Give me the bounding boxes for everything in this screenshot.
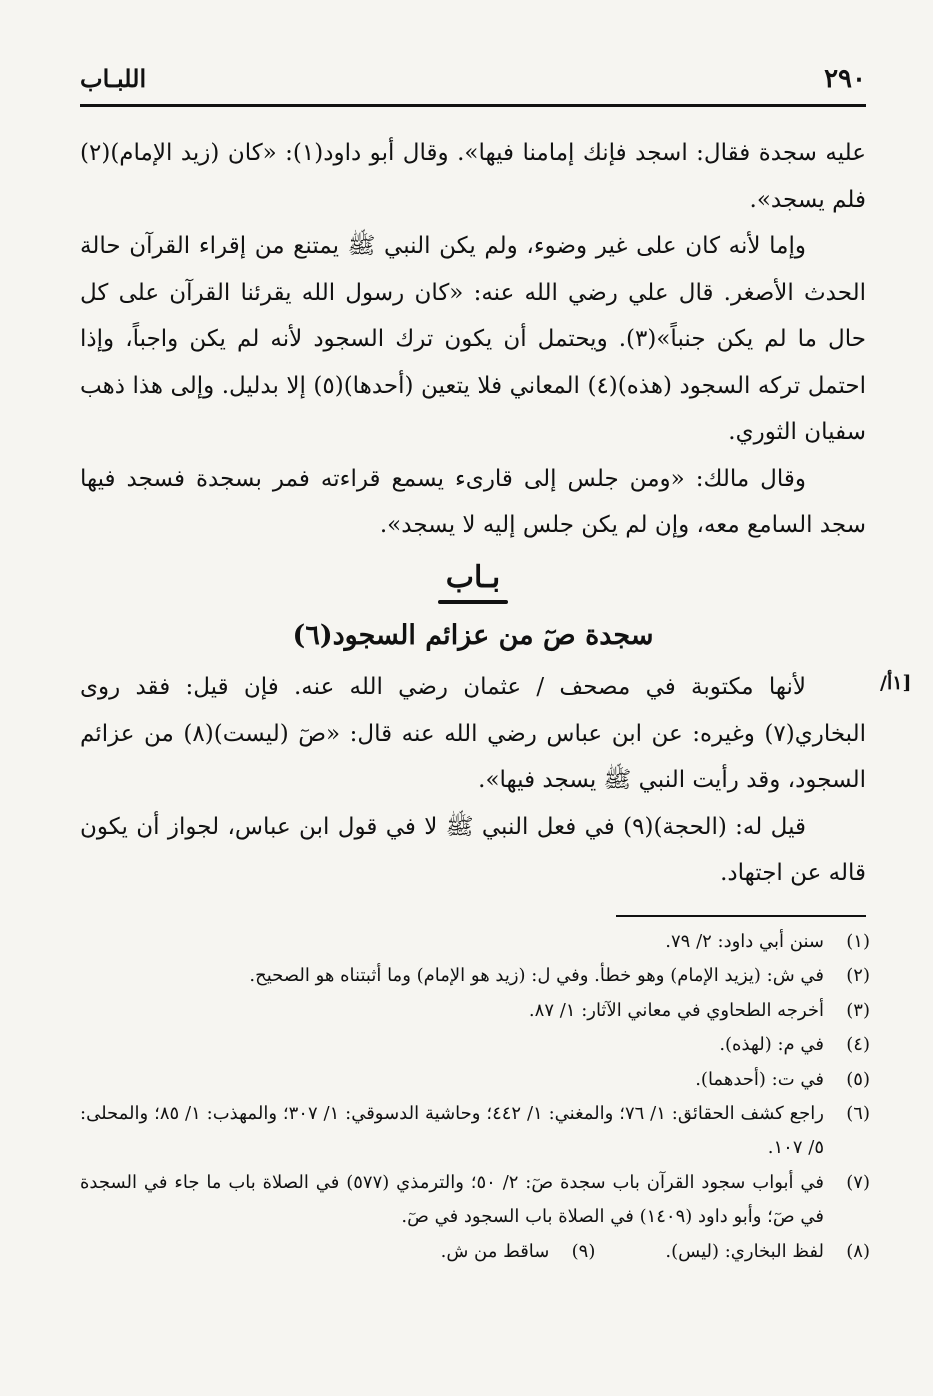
main-text-bottom [80, 664, 866, 897]
footnote-row [80, 1235, 870, 1269]
footnote: (٧) في أبواب سجود القرآن باب سجدة صٓ: ٢/ ٥٠؛ والترمذي (٥٧٧) في الصلاة باب ما جاء في السجدة في صٓ؛ وأبو داود (١٤٠٩) في الصلاة باب السجود في صٓ. [80, 1171, 870, 1228]
paragraph: وقال مالك: «ومن جلس إلى قارىء يسمع قراءته فمر بسجدة فسجد فيها سجد السامع معه، وإن لم يكن جلس إليه لا يسجد». [80, 465, 866, 538]
chapter-heading [80, 558, 866, 668]
footnote-separator [616, 915, 866, 917]
manuscript-folio-marker: /١أ] [880, 672, 912, 694]
header-rule [80, 104, 866, 107]
running-title: اللبـاب [80, 64, 147, 93]
footnote: (٣) أخرجه الطحاوي في معاني الآثار: ١/ ٨٧. [528, 999, 870, 1021]
footnote: (٨) لفظ البخاري: (ليس). [665, 1240, 870, 1262]
paragraph: لأنها مكتوبة في مصحف / عثمان رضي الله عنه. فإن قيل: فقد روى البخاري(٧) وغيره: عن ابن عباس رضي الله عنه قال: «صٓ (ليست)(٨) من عزائم السجود، وقد رأيت النبي ﷺ يسجد فيها». [80, 674, 867, 793]
footnote: (١) سنن أبي داود: ٢/ ٧٩. [665, 931, 870, 952]
footnote: (٩) ساقط من ش. [440, 1240, 596, 1262]
paragraph: قيل له: (الحجة)(٩) في فعل النبي ﷺ لا في قول ابن عباس، لجواز أن يكون قاله عن اجتهاد. [80, 813, 866, 886]
page-number: ٢٩٠ [824, 64, 866, 94]
footnote: (٤) في م: (لهذه). [719, 1034, 870, 1056]
chapter-title: سجدة صٓ من عزائم السجود(٦) [292, 620, 654, 651]
page-header [80, 60, 866, 102]
chapter-label: بـاب [445, 560, 501, 595]
footnotes [80, 925, 870, 1269]
footnote: (٦) راجع كشف الحقائق: ١/ ٧٦؛ والمغني: ١/ ٤٤٢؛ وحاشية الدسوقي: ١/ ٣٠٧؛ والمهذب: ١/ ٨٥؛ والمحلى: ٥/ ١٠٧. [80, 1103, 870, 1159]
paragraph: وإما لأنه كان على غير وضوء، ولم يكن النبي ﷺ يمتنع من إقراء القرآن حالة الحدث الأصغر. قال علي رضي الله عنه: «كان رسول الله يقرئنا القرآن على كل حال ما لم يكن جنباً»(٣). ويحتمل أن يكون ترك السجود لأنه لم يكن واجباً، وإذا احتمل تركه السجود (هذه)(٤) المعاني فلا يتعين (أحدها)(٥) إلا بدليل. وإلى هذا ذهب سفيان الثوري. [80, 233, 866, 445]
footnote: (٢) في ش: (يزيد الإمام) وهو خطأ. وفي ل: (زيد هو الإمام) وما أثبتناه هو الصحيح. [249, 965, 870, 987]
footnote: (٥) في ت: (أحدهما). [695, 1068, 870, 1090]
paragraph: عليه سجدة فقال: اسجد فإنك إمامنا فيها». وقال أبو داود(١): «كان (زيد الإمام)(٢) فلم يسجد». [80, 140, 867, 213]
main-text-top [80, 130, 866, 549]
chapter-ornament-rule [438, 600, 508, 604]
